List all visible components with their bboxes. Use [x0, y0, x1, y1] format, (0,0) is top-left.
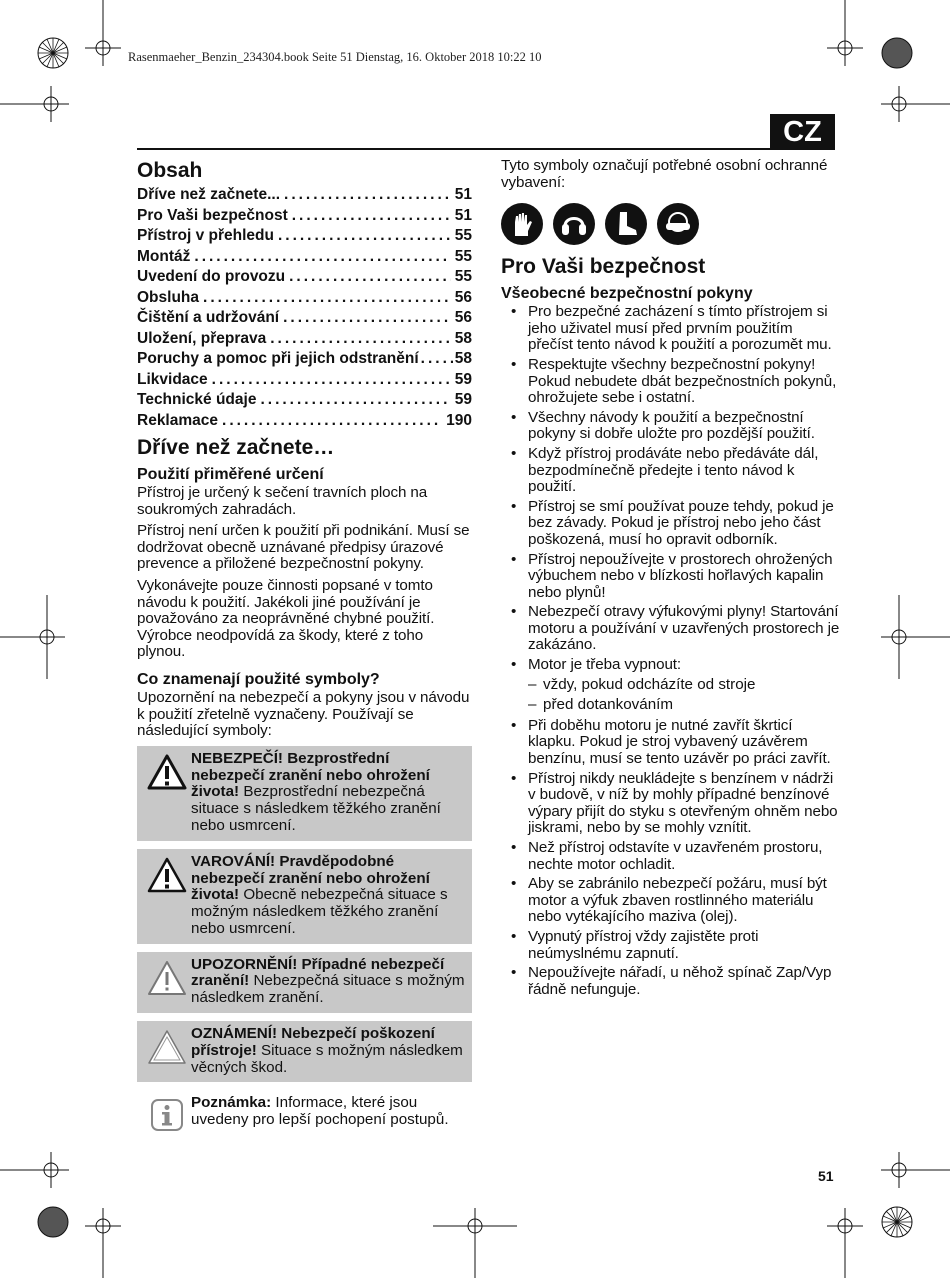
list-item: • Nepoužívejte nářadí, u něhož spínač Zap/Vyp řádně nefunguje. [501, 965, 841, 998]
list-item: – vždy, pokud odcházíte od stroje [501, 677, 841, 694]
list-item: • Všechny návody k použití a bezpečnostní pokyny si dobře uložte pro pozdější použití. [501, 410, 841, 443]
ppe-icons [501, 203, 841, 245]
section-title-before: Dříve než začnete… [137, 436, 335, 459]
toc-item[interactable]: Uvedení do provozu ..... 55 [137, 267, 472, 288]
ear-protection-icon [553, 203, 595, 245]
subheading-symbols: Co znamenají použité symboly? [137, 670, 380, 688]
toc-item[interactable]: Poruchy a pomoc při jejich odstranění ..... 58 [137, 349, 472, 370]
safety-list-continued [501, 718, 841, 999]
warning-icon [143, 854, 191, 938]
safety-goggles-icon [657, 203, 699, 245]
toc-title: Obsah [137, 159, 203, 182]
toc-item[interactable]: Likvidace ..... 59 [137, 370, 472, 391]
list-item: • Respektujte všechny bezpečnostní pokyny! Pokud nebudete dbát bezpečnostních pokynů, ohrožujete sebe i ostatní. [501, 357, 841, 407]
danger-warning-icon [143, 751, 191, 835]
subheading-general-safety: Všeobecné bezpečnostní pokyny [501, 285, 753, 303]
section-title-safety: Pro Vaši bezpečnost [501, 255, 706, 279]
toc-item[interactable]: Obsluha ..... 56 [137, 288, 472, 309]
list-item: • Pro bezpečné zacházení s tímto přístrojem si jeho uživatel musí před prvním použitím přečíst tento návod k použití a porozumět mu. [501, 304, 841, 354]
toc-item[interactable]: Dříve než začnete... ..... 51 [137, 185, 472, 206]
list-item: • Motor je třeba vypnout: [501, 657, 841, 674]
header-rule [137, 148, 834, 150]
left-column [137, 158, 472, 1138]
toc-item[interactable]: Přístroj v přehledu ..... 55 [137, 226, 472, 247]
right-column [501, 158, 841, 1001]
paragraph: Upozornění na nebezpečí a pokyny jsou v návodu k použití zřetelně vyznačeny. Používají se následující symboly: [137, 688, 470, 740]
table-of-contents [137, 185, 472, 431]
list-item: • Když přístroj prodáváte nebo předáváte dál, bezpodmínečně předejte i tento návod k použití. [501, 446, 841, 496]
gloves-icon [501, 203, 543, 245]
list-item: – před dotankováním [501, 697, 841, 714]
engine-off-list [501, 677, 841, 714]
paragraph: Vykonávejte pouze činnosti popsané v tomto návodu k použití. Jakékoli jiné používání je považováno za neoprávněné chybné použití. Výrobce neodpovídá za škody, které z toho plynou. [137, 576, 435, 661]
toc-item[interactable]: Technické údaje ..... 59 [137, 390, 472, 411]
notice-info: Poznámka: Informace, které jsou uvedeny pro lepší pochopení postupů. [137, 1090, 472, 1138]
safety-boots-icon [605, 203, 647, 245]
list-item: • Než přístroj odstavíte v uzavřeném prostoru, nechte motor ochladit. [501, 840, 841, 873]
caution-icon [143, 957, 191, 1007]
notice-danger: NEBEZPEČÍ! Bezprostřední nebezpečí zranění nebo ohrožení života! Bezprostřední nebezpečná situace s následkem těžkého zranění nebo usmrcení. [137, 746, 472, 841]
list-item: • Přístroj se smí používat pouze tehdy, pokud je bez závady. Pokud je přístroj nebo jeho část poškozená, musí ho opravit odborník. [501, 499, 841, 549]
toc-item[interactable]: Reklamace ..... 190 [137, 411, 472, 432]
toc-item[interactable]: Čištění a udržování ..... 56 [137, 308, 472, 329]
print-header: Rasenmaeher_Benzin_234304.book Seite 51 Dienstag, 16. Oktober 2018 10:22 10 [128, 50, 542, 64]
notice-note-damage: OZNÁMENÍ! Nebezpečí poškození přístroje! Situace s možným následkem věcných škod. [137, 1021, 472, 1082]
list-item: • Vypnutý přístroj vždy zajistěte proti neúmyslnému zapnutí. [501, 929, 841, 962]
paragraph: Přístroj je určený k sečení travních ploch na soukromých zahradách. [137, 484, 428, 518]
list-item: • Při doběhu motoru je nutné zavřít škrticí klapku. Pokud je stroj vybavený uzávěrem benzínu, musí se tento uzávěr po práci zavřít. [501, 718, 841, 768]
page-number: 51 [818, 1168, 834, 1184]
subheading-intended-use: Použití přiměřené určení [137, 466, 324, 483]
ppe-intro: Tyto symboly označují potřebné osobní ochranné vybavení: [501, 157, 828, 191]
notice-warning: VAROVÁNÍ! Pravděpodobné nebezpečí zranění nebo ohrožení života! Obecně nebezpečná situace s možným následkem těžkého zranění nebo usmrcení. [137, 849, 472, 944]
info-icon [143, 1095, 191, 1132]
safety-list [501, 304, 841, 673]
list-item: • Přístroj nepoužívejte v prostorech ohrožených výbuchem nebo v blízkosti hořlavých kapalin nebo plynů! [501, 552, 841, 602]
language-tab: CZ [770, 114, 835, 150]
notice-caution: UPOZORNĚNÍ! Případné nebezpečí zranění! Nebezpečná situace s možným následkem zranění. [137, 952, 472, 1013]
paragraph: Přístroj není určen k použití při podnikání. Musí se dodržovat obecně uznávané předpisy úrazové prevence a přiložené bezpečnostní pokyny. [137, 522, 470, 573]
list-item: • Přístroj nikdy neukládejte s benzínem v nádrži v budově, v níž by mohly případné benzínové výpary přijít do styku s otevřeným ohněm nebo jiskrami, nebo by se mohly vznítit. [501, 771, 841, 837]
toc-item[interactable]: Pro Vaši bezpečnost ..... 51 [137, 206, 472, 227]
toc-item[interactable]: Uložení, přeprava ..... 58 [137, 329, 472, 350]
list-item: • Nebezpečí otravy výfukovými plyny! Startování motoru a používání v uzavřených prostorech je zakázáno. [501, 604, 841, 654]
list-item: • Aby se zabránilo nebezpečí požáru, musí být motor a výfuk zbaven rostlinného materiálu nebo vytékajícího maziva (olej). [501, 876, 841, 926]
notice-icon [143, 1026, 191, 1076]
toc-item[interactable]: Montáž ..... 55 [137, 247, 472, 268]
